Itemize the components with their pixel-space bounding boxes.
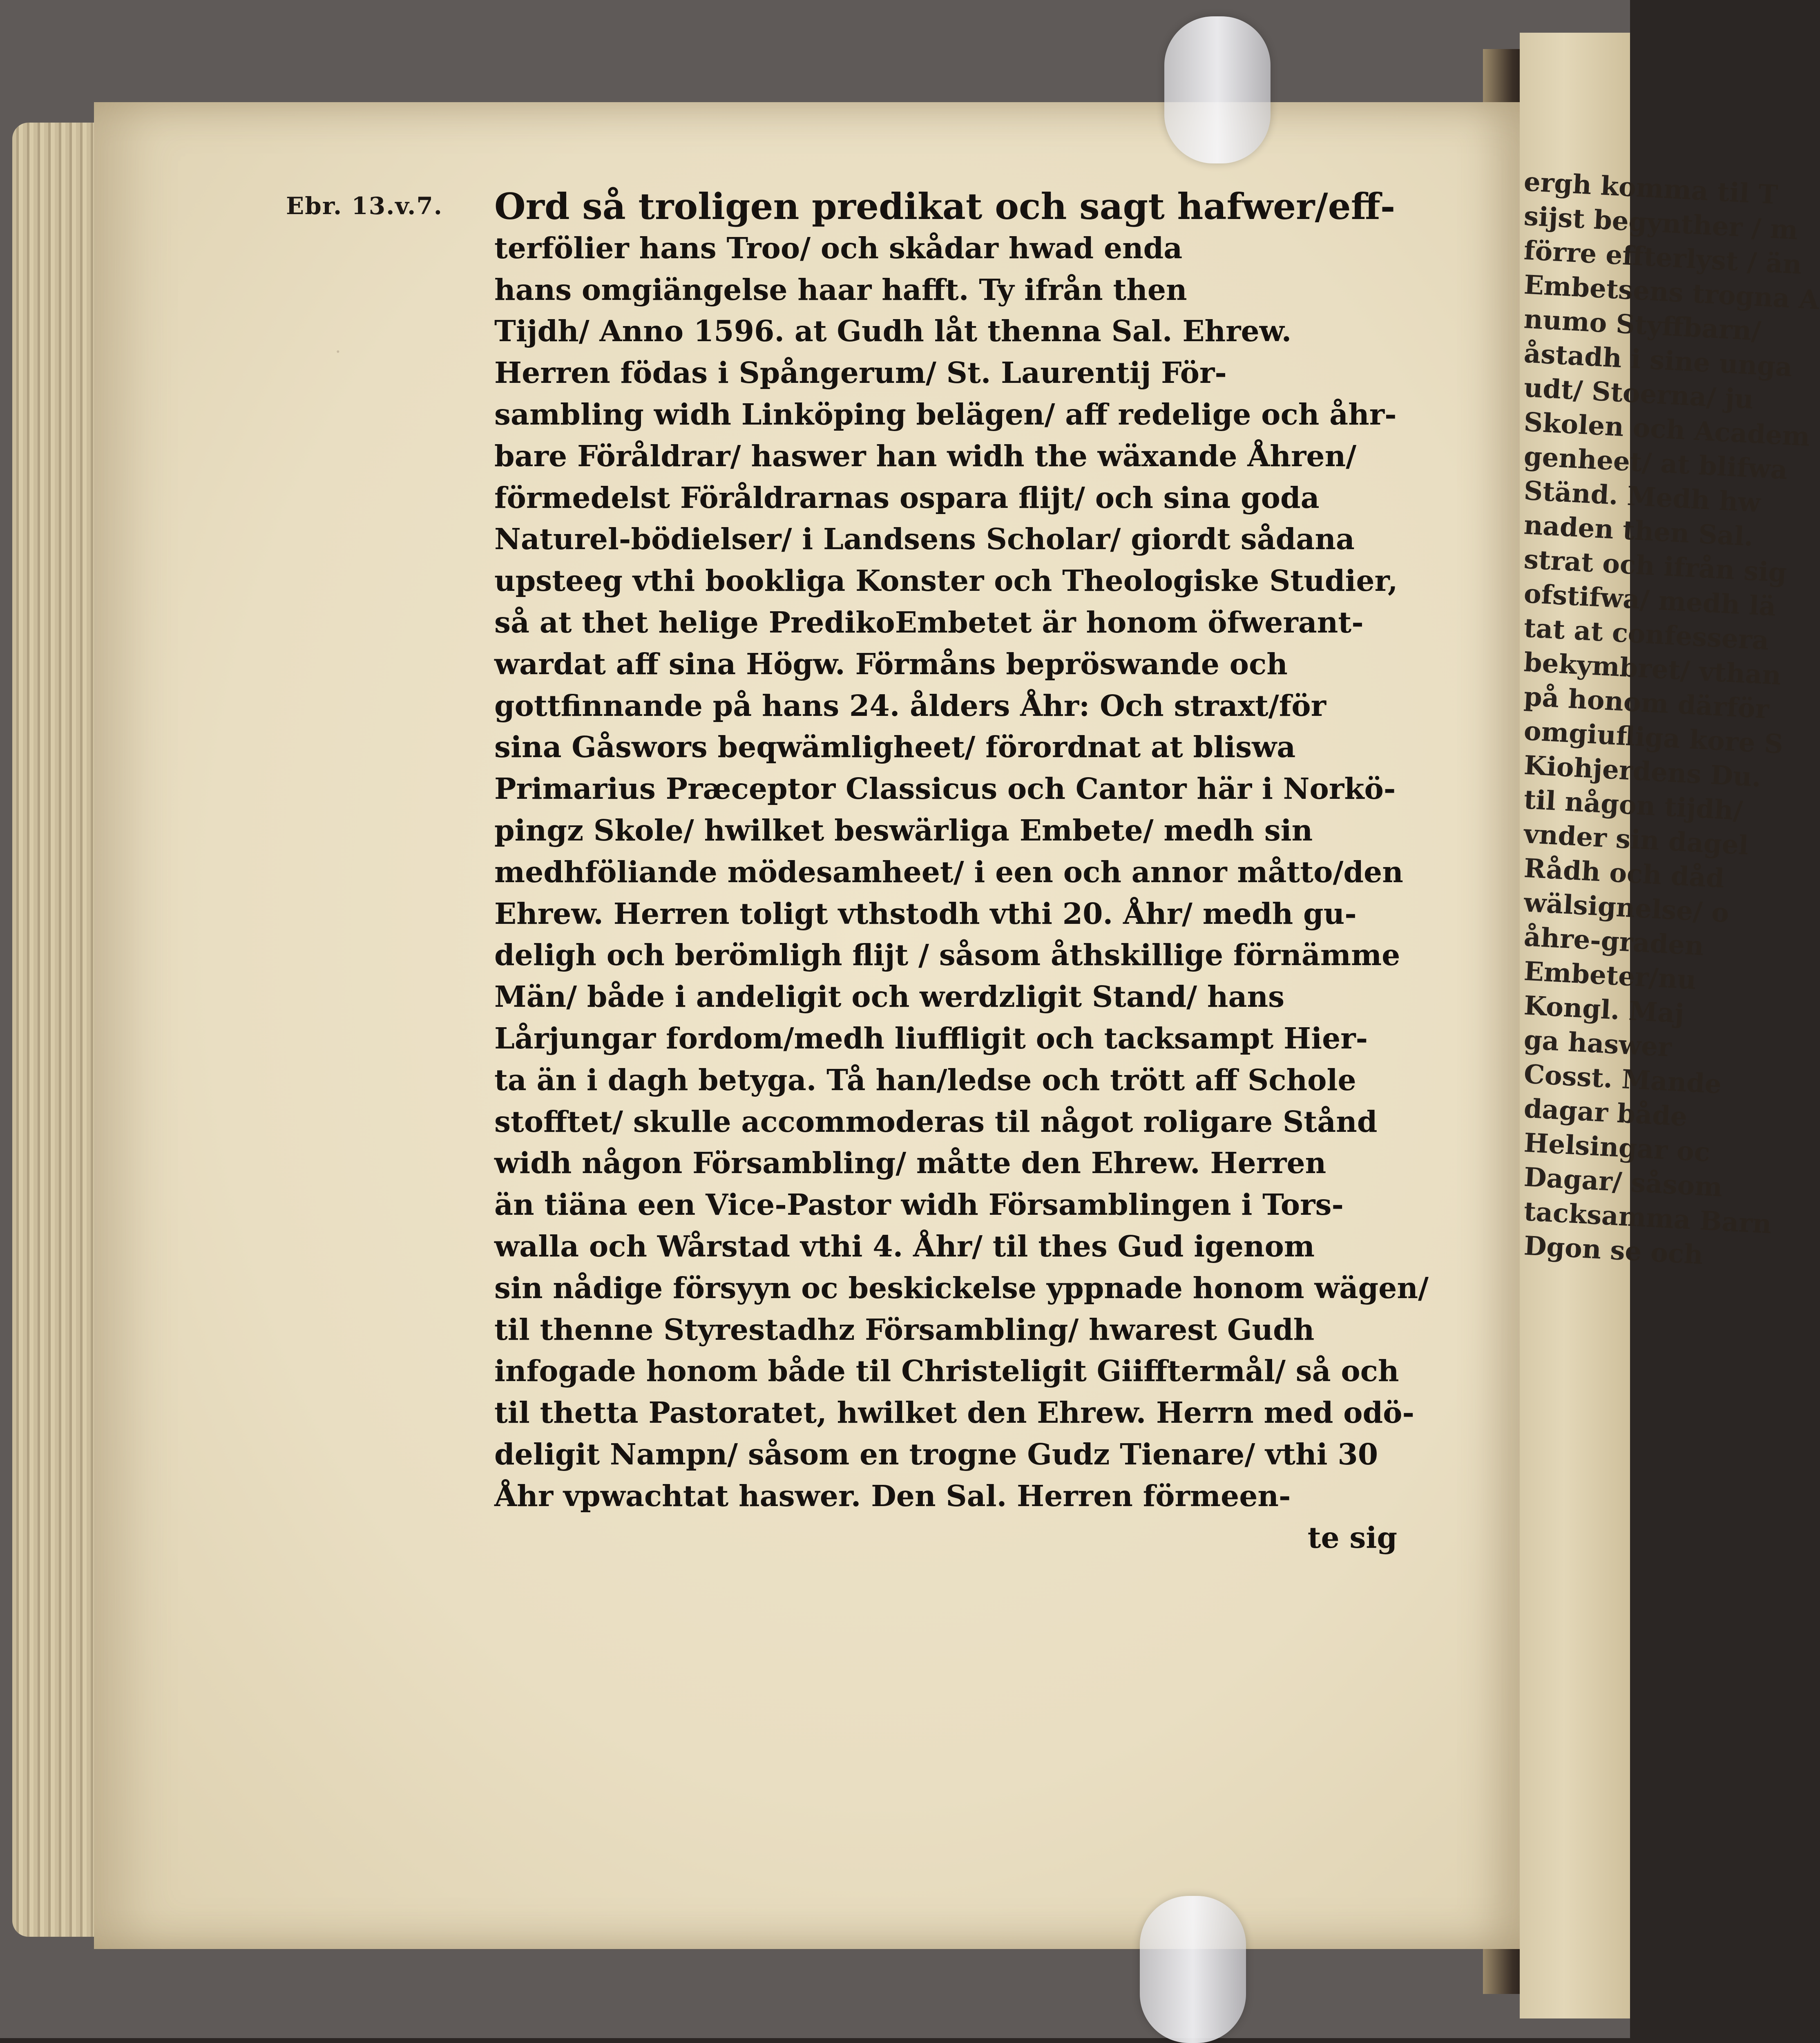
body-text — [494, 185, 1429, 1558]
next-page-line: bekymbret/ vthan — [1523, 647, 1782, 691]
text-line: deligh och berömligh flijt / såsom åthskillige förnämme — [494, 938, 1400, 972]
next-page-line: omgiufliga kore S — [1523, 715, 1784, 760]
text-line: gottfinnande på hans 24. ålders Åhr: Och straxt/för — [494, 688, 1326, 723]
next-page-line: vnder sin dagel — [1523, 818, 1749, 861]
next-page-line: til någon tijdh/ — [1523, 784, 1744, 827]
next-page-line: Dagar/ såsom — [1523, 1162, 1723, 1203]
text-line: upsteeg vthi bookliga Konster och Theologiske Studier, — [494, 563, 1398, 598]
next-page-line: ofstifwa/ medh lä — [1523, 578, 1777, 622]
next-page-line: Ständ. Medh hw — [1523, 475, 1762, 519]
text-line: infogade honom både til Christeligit Giifftermål/ så och — [494, 1354, 1399, 1388]
text-line: Åhr vpwachtat haswer. Den Sal. Herren förmeen- — [494, 1478, 1291, 1513]
next-page-strip — [1520, 33, 1820, 2018]
text-line: deligit Nampn/ såsom en trogne Gudz Tienare/ vthi 30 — [494, 1437, 1378, 1471]
next-page-line: Kongl. Maj — [1523, 990, 1685, 1029]
next-page-line: tat at confessera — [1523, 612, 1770, 656]
text-line: Ord så troligen predikat och sagt hafwer/eff- — [494, 185, 1396, 228]
next-page-line: Kiohjerdens Du. — [1523, 750, 1762, 793]
next-page-line: Embetsens trogna A — [1523, 269, 1820, 316]
text-line: stofftet/ skulle accommoderas til något roligare Stånd — [494, 1104, 1378, 1139]
text-line: Män/ både i andeligit och werdzligit Stand/ hans — [494, 979, 1285, 1014]
text-line: Herren födas i Spångerum/ St. Laurentij För- — [494, 355, 1227, 390]
next-page-line: genheet/ at blifwa — [1523, 441, 1789, 486]
next-page-line: Dgon se och — [1523, 1230, 1704, 1271]
text-line: Ehrew. Herren toligt vthstodh vthi 20. Åhr/ medh gu- — [494, 896, 1357, 931]
next-page-line: Cosst. Mande — [1523, 1059, 1722, 1100]
next-page-line: Helsingar oc — [1523, 1127, 1711, 1168]
text-line: pingz Skole/ hwilket beswärliga Embete/ medh sin — [494, 813, 1313, 847]
next-page-line: förre effterlyst / än — [1523, 235, 1803, 281]
text-line: medhföliande mödesamheet/ i een och annor måtto/den — [494, 854, 1403, 889]
text-line: terfölier hans Troo/ och skådar hwad enda — [494, 230, 1183, 265]
next-page-line: ga haswer — [1523, 1024, 1673, 1063]
text-line: Lårjungar fordom/medh liuffligit och tacksampt Hier- — [494, 1021, 1368, 1055]
next-page-line: wälsignelse/ o — [1523, 887, 1730, 929]
next-page-line: på honom därför — [1523, 681, 1770, 725]
text-line: Primarius Præceptor Classicus och Cantor här i Norkö- — [494, 771, 1396, 806]
text-line: til thenne Styrestadhz Försambling/ hwarest Gudh — [494, 1312, 1315, 1347]
text-line: te sig — [1307, 1520, 1397, 1555]
next-page-line: Rådh och dåd — [1523, 853, 1725, 894]
next-page-line: Skolen och Academ — [1523, 407, 1811, 453]
text-line: så at thet helige PredikoEmbetet är honom öfwerant- — [494, 605, 1364, 639]
text-line: til thetta Pastoratet, hwilket den Ehrew. Herrn med odö- — [494, 1395, 1414, 1430]
next-page-line: udt/ Stoerna/ ju — [1523, 372, 1755, 415]
page-clip-bottom — [1140, 1896, 1246, 2043]
text-line: Tijdh/ Anno 1596. at Gudh låt thenna Sal. Ehrew. — [494, 314, 1292, 349]
next-page-line: Embeter/nu — [1523, 956, 1697, 996]
page-clip-top — [1164, 16, 1271, 163]
text-line: walla och Wårstad vthi 4. Åhr/ til thes Gud igenom — [494, 1229, 1315, 1263]
text-line: ta än i dagh betyga. Tå han/ledse och trött aff Schole — [494, 1062, 1356, 1097]
margin-reference: Ebr. 13.v.7. — [286, 192, 443, 220]
text-line: wardat aff sina Högw. Förmåns bepröswande och — [494, 646, 1288, 681]
next-page-line: ergh komma til T — [1523, 166, 1779, 210]
text-line: sambling widh Linköping belägen/ aff redelige och åhr- — [494, 397, 1397, 431]
next-page-line: sijst begynther / m — [1523, 201, 1799, 246]
next-page-line: numo Styffbarn/ — [1523, 304, 1762, 347]
text-line: hans omgiängelse haar hafft. Ty ifrån then — [494, 272, 1187, 307]
show-through-mark: . — [335, 335, 341, 357]
next-page-line: strat och ifrån sig — [1523, 544, 1788, 589]
next-page-line: dagar både — [1523, 1093, 1688, 1133]
text-line: Naturel-bödielser/ i Landsens Scholar/ giordt sådana — [494, 522, 1355, 557]
next-page-line: åstadh i sine unga — [1523, 338, 1793, 383]
text-line: bare Föråldrar/ haswer han widh the wäxande Åhren/ — [494, 438, 1357, 473]
next-page-line: tacksamma Barn — [1523, 1196, 1773, 1240]
next-page-line: åhre-graden — [1523, 921, 1705, 962]
text-line: sin nådige försyyn oc beskickelse yppnade honom wägen/ — [494, 1270, 1429, 1305]
text-line: än tiäna een Vice-Pastor widh Församblingen i Tors- — [494, 1187, 1344, 1222]
next-page-line: naden then Sal. — [1523, 510, 1754, 552]
text-line: widh någon Försambling/ måtte den Ehrew. Herren — [494, 1146, 1326, 1180]
text-line: förmedelst Föråldrarnas ospara flijt/ och sina goda — [494, 480, 1320, 515]
next-page-text — [1520, 33, 1820, 1271]
text-line: sina Gåswors beqwämligheet/ förordnat at bliswa — [494, 730, 1296, 764]
